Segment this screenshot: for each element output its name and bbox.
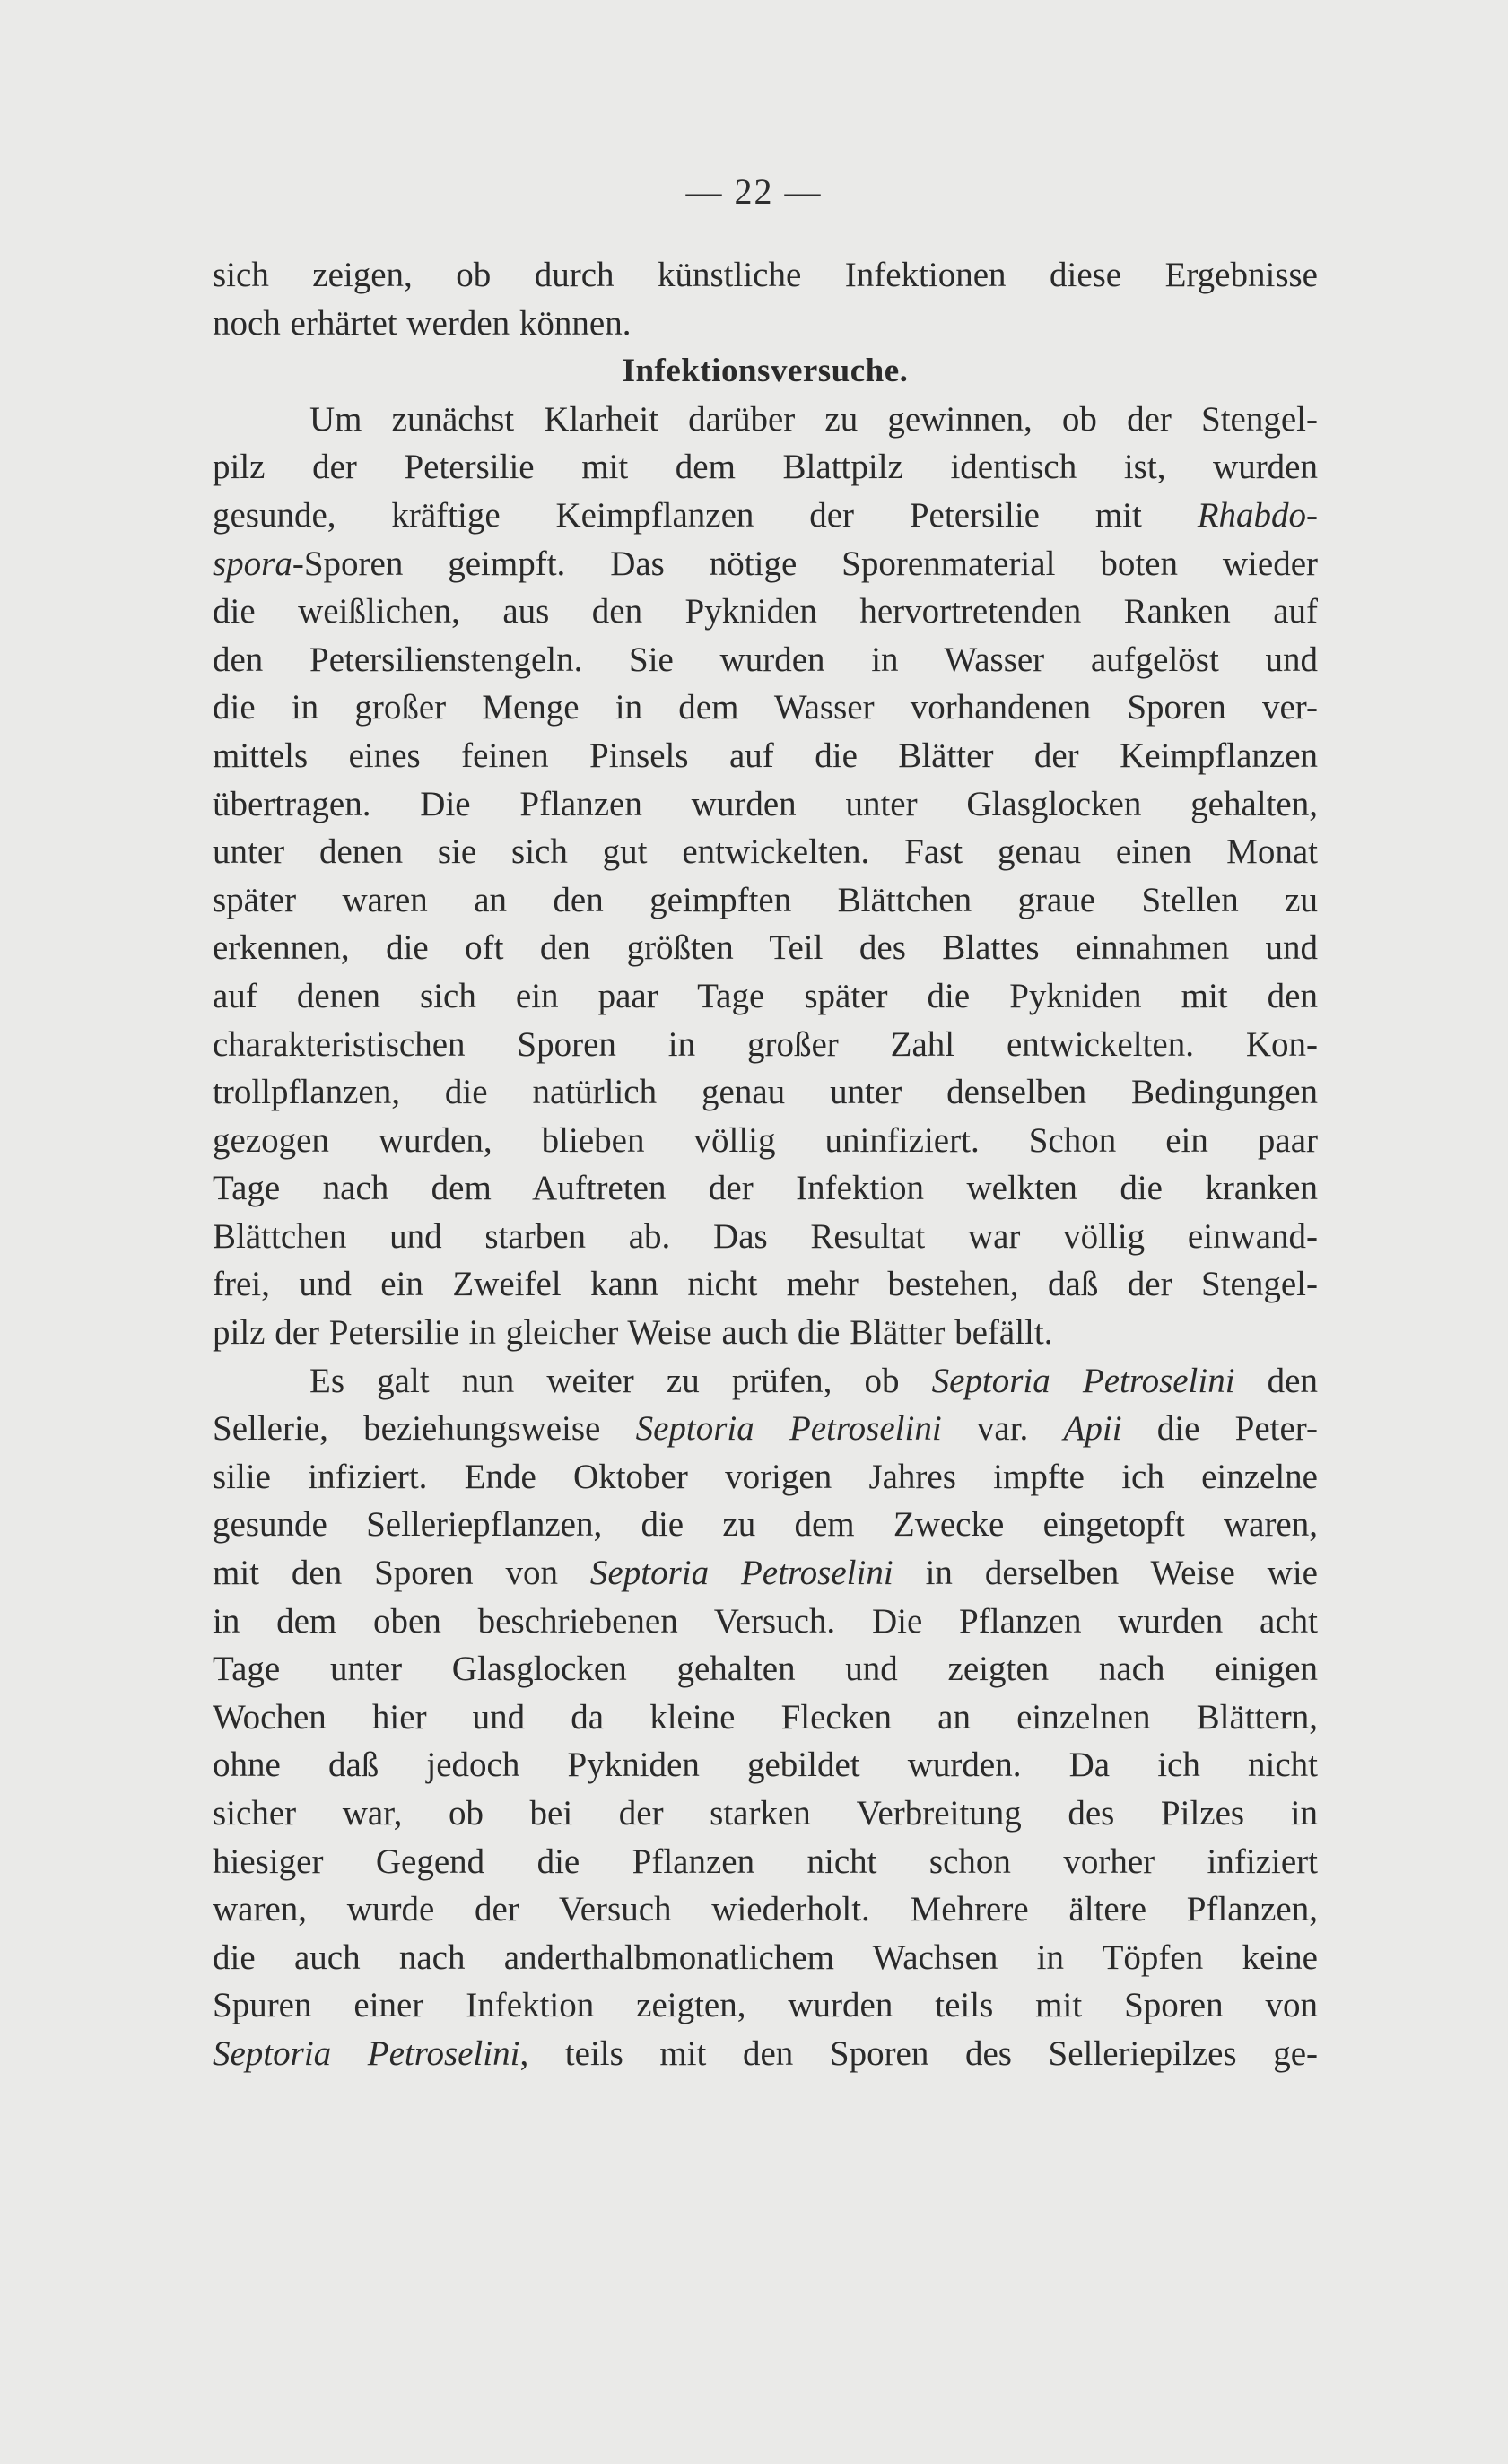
text-line	[213, 1598, 1318, 1646]
text-run: Infektionsversuche.	[622, 353, 909, 390]
text-run: -Sporen geimpft. Das nötige Sporenmaterial boten wieder	[292, 544, 1318, 583]
text-run: pilz der Petersilie mit dem Blattpilz identisch ist, wurden	[213, 448, 1318, 487]
italic-taxon-text: spora	[213, 544, 292, 583]
text-line	[213, 1693, 1318, 1742]
text-line	[213, 636, 1318, 684]
text-line	[213, 1117, 1318, 1165]
text-run: mittels eines feinen Pinsels auf die Blätter der Keimpflanzen	[213, 736, 1318, 775]
italic-taxon-text: Apii	[1063, 1409, 1122, 1449]
text-run: gezogen wurden, blieben völlig uninfiziert. Schon ein paar	[213, 1120, 1318, 1160]
text-line	[213, 683, 1318, 732]
text-run: die auch nach anderthalbmonatlichem Wachsen in Töpfen keine	[213, 1937, 1318, 1977]
text-run: charakteristischen Sporen in großer Zahl entwickelten. Kon-	[213, 1024, 1318, 1064]
text-run: Spuren einer Infektion zeigten, wurden teils mit Sporen von	[213, 1986, 1318, 2025]
text-run: gesunde, kräftige Keimpflanzen der Petersilie mit	[213, 495, 1198, 535]
text-run: Blättchen und starben ab. Das Resultat war völlig einwand-	[213, 1216, 1318, 1256]
text-line	[213, 1164, 1318, 1213]
text-run: var.	[941, 1409, 1064, 1449]
body-text	[213, 251, 1318, 2078]
text-run: später waren an den geimpften Blättchen graue Stellen zu	[213, 880, 1318, 919]
text-run: gesunde Selleriepflanzen, die zu dem Zwecke eingetopft waren,	[213, 1505, 1318, 1545]
text-run: mit den Sporen von	[213, 1554, 590, 1593]
text-line	[213, 492, 1318, 540]
text-line	[213, 1501, 1318, 1549]
text-run: waren, wurde der Versuch wiederholt. Mehrere ältere Pflanzen,	[213, 1890, 1318, 1929]
text-line	[213, 540, 1318, 588]
text-line	[213, 588, 1318, 636]
text-run: die Peter-	[1121, 1409, 1318, 1449]
text-run: Wochen hier und da kleine Flecken an einzelnen Blättern,	[213, 1697, 1318, 1737]
text-run: den Petersilienstengeln. Sie wurden in Wasser aufgelöst und	[213, 640, 1318, 679]
text-line	[213, 2030, 1318, 2078]
text-run: ohne daß jedoch Pykniden gebildet wurden. Da ich nicht	[213, 1746, 1318, 1785]
text-line	[213, 1021, 1318, 1069]
text-run: erkennen, die oft den größten Teil des Blattes einnahmen und	[213, 928, 1318, 968]
text-line	[213, 1357, 1318, 1406]
italic-taxon-text: Rhabdo-	[1197, 495, 1318, 535]
text-run: trollpflanzen, die natürlich genau unter denselben Bedingungen	[213, 1073, 1318, 1112]
text-run: in derselben Weise wie	[893, 1554, 1318, 1593]
page-number: — 22 —	[685, 171, 823, 212]
text-run: auf denen sich ein paar Tage später die Pykniden mit den	[213, 976, 1318, 1015]
text-line	[213, 300, 1318, 348]
text-line	[213, 443, 1318, 492]
text-run: Tage unter Glasglocken gehalten und zeigten nach einigen	[213, 1650, 1318, 1689]
text-line	[213, 1260, 1318, 1309]
text-run: übertragen. Die Pflanzen wurden unter Glasglocken gehalten,	[213, 784, 1318, 823]
text-run: noch erhärtet werden können.	[213, 303, 632, 343]
text-run: Sellerie, beziehungsweise	[213, 1409, 636, 1449]
text-run: in dem oben beschriebenen Versuch. Die Pflanzen wurden acht	[213, 1601, 1318, 1641]
italic-taxon-text: Septoria Petroselini	[931, 1361, 1235, 1400]
text-run: silie infiziert. Ende Oktober vorigen Jahres impfte ich einzelne	[213, 1457, 1318, 1496]
text-run: hiesiger Gegend die Pflanzen nicht schon vorher infiziert	[213, 1841, 1318, 1881]
text-line	[213, 972, 1318, 1021]
text-line	[213, 251, 1318, 300]
text-line	[213, 1453, 1318, 1502]
section-heading	[213, 347, 1318, 396]
text-run: unter denen sie sich gut entwickelten. Fast genau einen Monat	[213, 832, 1318, 872]
text-line	[213, 1068, 1318, 1117]
text-line	[213, 1885, 1318, 1934]
text-run: frei, und ein Zweifel kann nicht mehr bestehen, daß der Stengel-	[213, 1265, 1318, 1304]
text-run: die in großer Menge in dem Wasser vorhandenen Sporen ver-	[213, 688, 1318, 727]
text-line	[213, 732, 1318, 780]
text-line	[213, 1934, 1318, 1982]
text-run: Um zunächst Klarheit darüber zu gewinnen, ob der Stengel-	[309, 399, 1318, 439]
text-run: sich zeigen, ob durch künstliche Infektionen diese Ergebnisse	[213, 256, 1318, 294]
text-line	[213, 924, 1318, 972]
text-run: die weißlichen, aus den Pykniden hervortretenden Ranken auf	[213, 592, 1318, 631]
text-run: Tage nach dem Auftreten der Infektion welkten die kranken	[213, 1169, 1318, 1208]
text-line	[213, 1789, 1318, 1838]
text-line	[213, 1838, 1318, 1886]
text-line	[213, 1405, 1318, 1453]
text-line	[213, 1981, 1318, 2030]
text-run: Es galt nun weiter zu prüfen, ob	[309, 1361, 932, 1400]
text-run: , teils mit den Sporen des Selleriepilzes ge-	[519, 2033, 1318, 2073]
text-line	[213, 780, 1318, 829]
text-line	[213, 396, 1318, 444]
text-line	[213, 828, 1318, 876]
italic-taxon-text: Septoria Petroselini	[213, 2033, 520, 2073]
text-run: pilz der Petersilie in gleicher Weise auch die Blätter befällt.	[213, 1313, 1053, 1353]
italic-taxon-text: Septoria Petroselini	[589, 1554, 893, 1593]
text-line	[213, 1741, 1318, 1789]
text-line	[213, 876, 1318, 925]
text-line	[213, 1549, 1318, 1598]
text-run: sicher war, ob bei der starken Verbreitung des Pilzes in	[213, 1794, 1318, 1833]
text-line	[213, 1645, 1318, 1693]
text-run: den	[1234, 1361, 1318, 1400]
text-line	[213, 1309, 1318, 1357]
italic-taxon-text: Septoria Petroselini	[635, 1409, 942, 1449]
text-line	[213, 1213, 1318, 1261]
